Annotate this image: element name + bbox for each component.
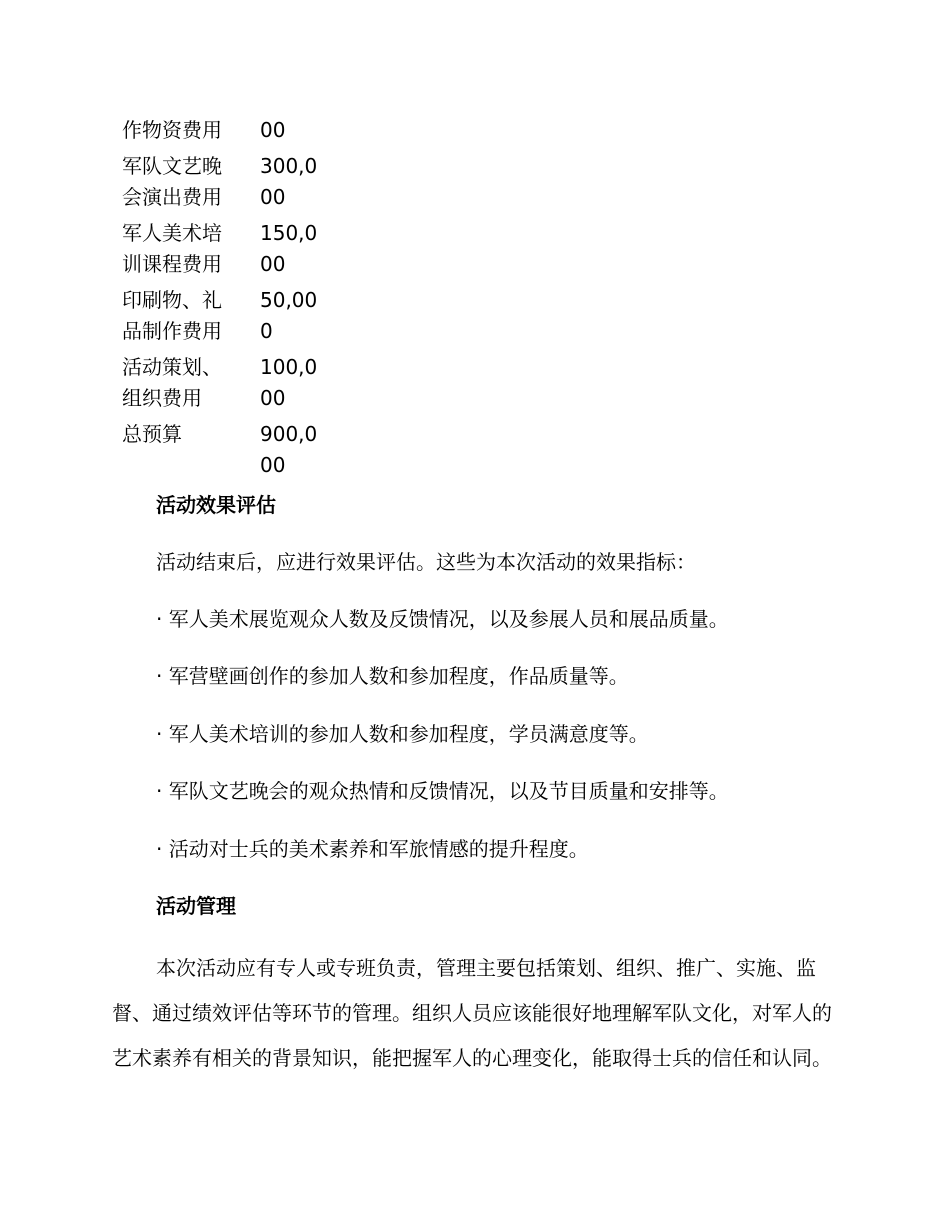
budget-table <box>122 115 330 486</box>
budget-item-name: 军队文艺晚 会演出费用 <box>122 154 222 209</box>
budget-row <box>122 115 330 146</box>
budget-item-name: 军人美术培 训课程费用 <box>122 221 222 276</box>
budget-item-value: 150,0 00 <box>260 221 318 276</box>
budget-item-value: 100,0 00 <box>260 355 318 410</box>
budget-item-name: 总预算 <box>122 422 182 446</box>
evaluation-item: · 军营壁画创作的参加人数和参加程度，作品质量等。 <box>156 664 629 688</box>
evaluation-intro: 活动结束后，应进行效果评估。这些为本次活动的效果指标： <box>156 550 696 574</box>
budget-item-name: 活动策划、 组织费用 <box>122 355 222 410</box>
management-paragraph: 本次活动应有专人或专班负责，管理主要包括策划、组织、推广、实施、监督、通过绩效评估等环节的管理。组织人员应该能很好地理解军队文化，对军人的艺术素养有相关的背景知识，能把握军人的心理变化，能取得士兵的信任和认同。 <box>112 956 832 1070</box>
evaluation-heading: 活动效果评估 <box>156 493 276 517</box>
budget-row <box>122 218 330 280</box>
management-heading: 活动管理 <box>156 894 236 918</box>
budget-item-name: 作物资费用 <box>122 118 222 142</box>
budget-item-value: 50,00 0 <box>260 288 318 343</box>
budget-item-value: 900,0 00 <box>260 422 318 477</box>
budget-item-value: 00 <box>260 118 286 142</box>
evaluation-item: · 活动对士兵的美术素养和军旅情感的提升程度。 <box>156 837 589 861</box>
evaluation-item: · 军队文艺晚会的观众热情和反馈情况，以及节目质量和安排等。 <box>156 779 729 803</box>
budget-item-name: 印刷物、礼 品制作费用 <box>122 288 222 343</box>
budget-row <box>122 352 330 414</box>
evaluation-item: · 军人美术展览观众人数及反馈情况，以及参展人员和展品质量。 <box>156 607 729 631</box>
budget-row-total <box>122 419 330 481</box>
budget-item-value: 300,0 00 <box>260 154 318 209</box>
budget-row <box>122 285 330 347</box>
evaluation-item: · 军人美术培训的参加人数和参加程度，学员满意度等。 <box>156 722 649 746</box>
budget-row <box>122 151 330 213</box>
